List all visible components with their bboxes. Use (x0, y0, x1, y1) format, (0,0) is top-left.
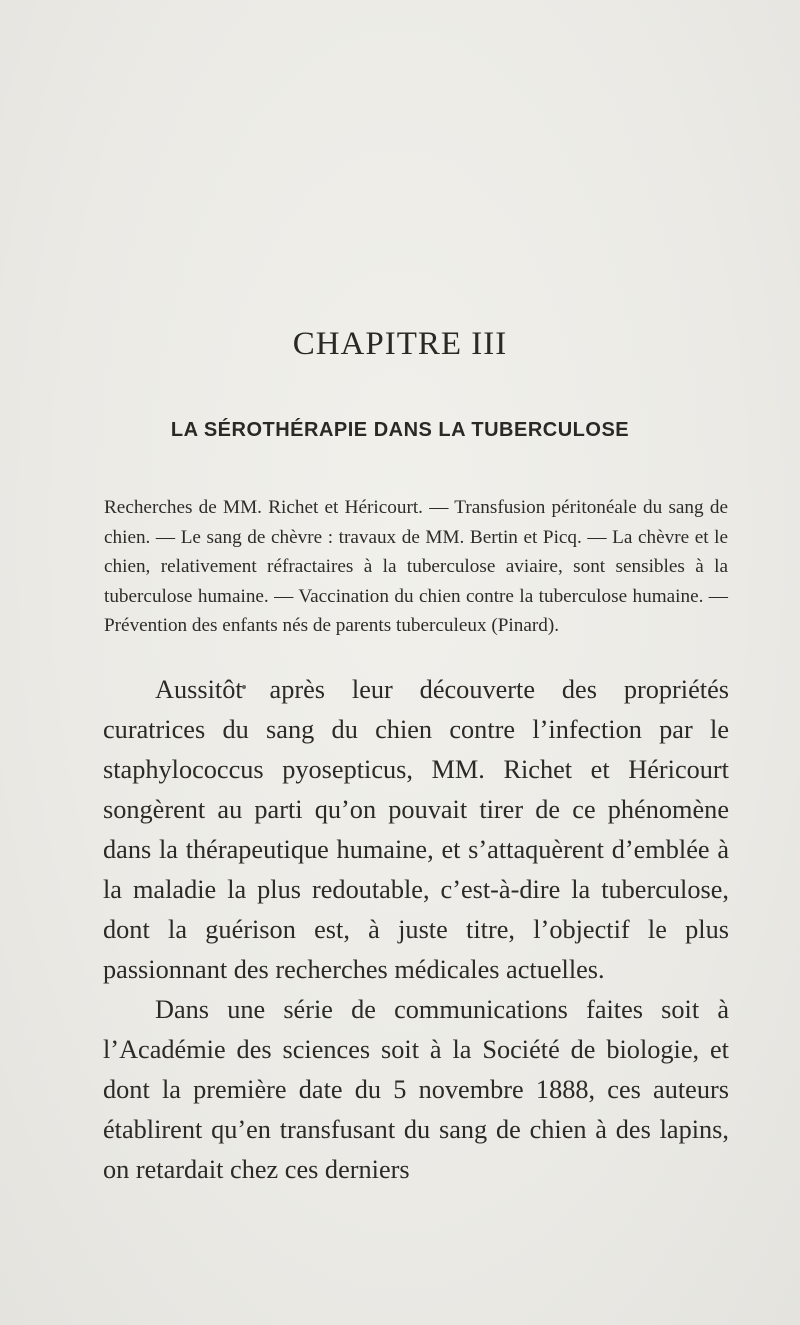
chapter-number: CHAPITRE III (292, 326, 508, 362)
body-text (103, 670, 729, 1190)
paragraph-1: Aussitôt après leur découverte des propriétés curatrices du sang du chien contre l’infection par le staphylococcus pyosepticus, MM. Richet et Héricourt songèrent au parti qu’on pouvait tirer de ce phénomène dans la thérapeutique humaine, et s’attaquèrent d’emblée à la maladie la plus redoutable, c’est-à-dire la tuberculose, dont la guérison est, à juste titre, l’objectif le plus passionnant des recherches médicales actuelles. (103, 675, 729, 984)
paragraph-2: Dans une série de communications faites soit à l’Académie des sciences soit à la Société de biologie, et dont la première date du 5 novembre 1888, ces auteurs établirent qu’en transfusant du sang de chien à des lapins, on retardait chez ces derniers (103, 995, 729, 1184)
chapter-summary: Recherches de MM. Richet et Héricourt. — Transfusion péritonéale du sang de chien. — Le sang de chèvre : travaux de MM. Bertin et Picq. — La chèvre et le chien, relativement réfractaires à la tuberculose aviaire, sont sensibles à la tuberculose humaine. — Vaccination du chien contre la tuberculose humaine. — Prévention des enfants nés de parents tuberculeux (Pinard). (104, 497, 728, 636)
chapter-title: LA SÉROTHÉRAPIE DANS LA TUBERCULOSE (170, 419, 630, 441)
